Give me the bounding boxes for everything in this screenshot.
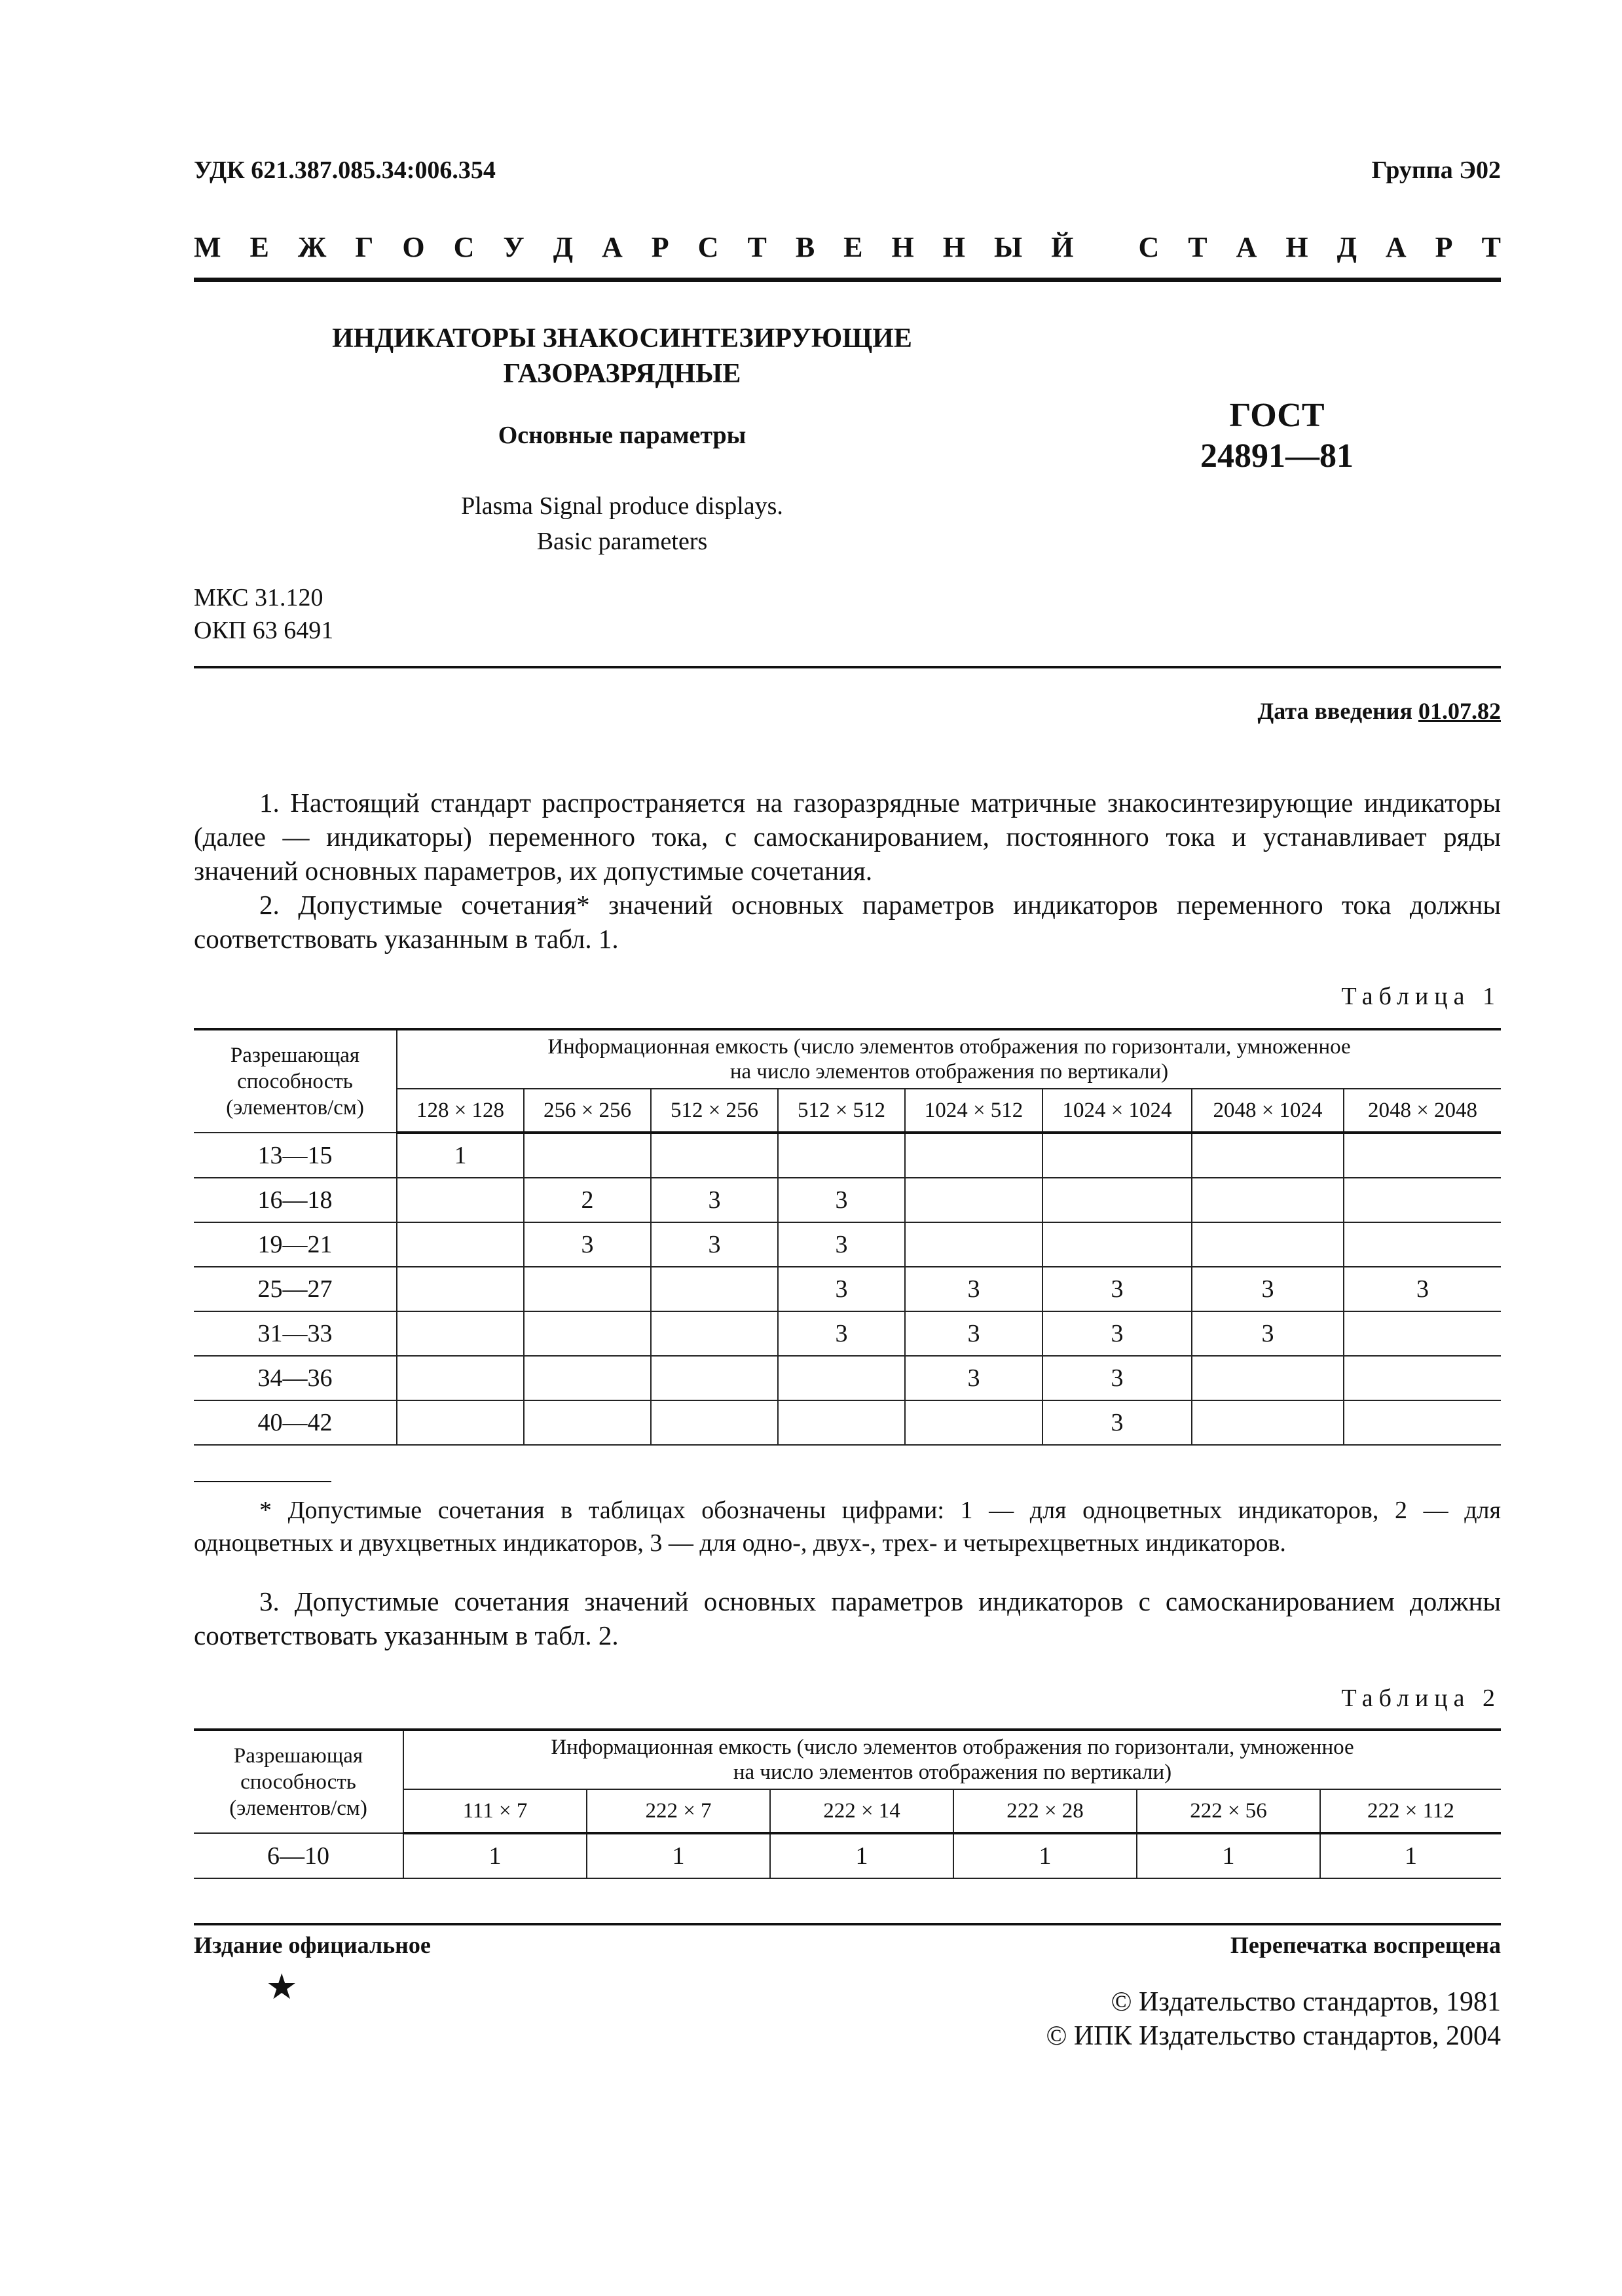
value-cell: 3 — [651, 1222, 778, 1267]
value-cell: 1 — [1320, 1833, 1501, 1878]
value-cell — [1192, 1133, 1344, 1178]
heading-letter: С — [453, 231, 475, 263]
value-cell — [1192, 1400, 1344, 1445]
column-header: 2048 × 2048 — [1344, 1089, 1501, 1133]
table-2-caption: Таблица 2 — [1341, 1685, 1501, 1712]
value-cell — [1344, 1178, 1501, 1222]
official-edition: Издание официальное — [194, 1932, 431, 1958]
header-rule — [194, 278, 1501, 282]
value-cell — [397, 1356, 524, 1400]
value-cell — [905, 1178, 1042, 1222]
value-cell: 3 — [905, 1267, 1042, 1311]
heading-letter: А — [1236, 231, 1257, 263]
heading-letter: Н — [891, 231, 914, 263]
resolution-header-line: (элементов/см) — [229, 1796, 367, 1820]
title-line-2: ГАЗОРАЗРЯДНЫЕ — [503, 359, 741, 389]
resolution-cell: 19—21 — [194, 1222, 397, 1267]
value-cell — [778, 1400, 905, 1445]
column-header: 1024 × 1024 — [1042, 1089, 1192, 1133]
resolution-cell: 6—10 — [194, 1833, 403, 1878]
heading-letter: М — [194, 231, 221, 263]
value-cell — [1042, 1178, 1192, 1222]
gost-code: 24891—81 — [1200, 437, 1354, 475]
capacity-header-line: Информационная емкость (число элементов отображения по горизонтали, умноженное — [547, 1035, 1351, 1059]
heading-letter: Ы — [994, 231, 1023, 263]
footer-rule — [194, 1923, 1501, 1925]
resolution-header-line: Разрешающая — [230, 1043, 360, 1067]
heading-letter: Д — [1336, 231, 1357, 263]
gost-number — [1120, 395, 1434, 477]
value-cell: 3 — [778, 1267, 905, 1311]
value-cell — [397, 1267, 524, 1311]
value-cell — [524, 1311, 651, 1356]
capacity-header-line: на число элементов отображения по вертикали) — [733, 1760, 1172, 1784]
value-cell — [1344, 1400, 1501, 1445]
heading-letter: Р — [1435, 231, 1453, 263]
value-cell: 3 — [1042, 1311, 1192, 1356]
value-cell: 1 — [770, 1833, 953, 1878]
udk-code: УДК 621.387.085.34:006.354 — [194, 156, 496, 184]
heading-letter: Р — [651, 231, 669, 263]
table-2 — [194, 1728, 1501, 1879]
value-cell: 2 — [524, 1178, 651, 1222]
value-cell — [1344, 1356, 1501, 1400]
group-code: Группа Э02 — [1371, 156, 1501, 184]
interstate-standard-heading — [194, 230, 1501, 264]
heading-letter: А — [602, 231, 623, 263]
resolution-cell: 25—27 — [194, 1267, 397, 1311]
resolution-cell: 13—15 — [194, 1133, 397, 1178]
value-cell: 3 — [524, 1222, 651, 1267]
value-cell — [651, 1311, 778, 1356]
value-cell: 3 — [1042, 1267, 1192, 1311]
value-cell: 3 — [1042, 1356, 1192, 1400]
column-header: 222 × 112 — [1320, 1789, 1501, 1833]
resolution-header-line: способность — [237, 1069, 353, 1093]
value-cell — [778, 1356, 905, 1400]
heading-letter: Т — [1188, 231, 1207, 263]
value-cell — [651, 1356, 778, 1400]
column-header: 2048 × 1024 — [1192, 1089, 1344, 1133]
value-cell: 3 — [1344, 1267, 1501, 1311]
column-header: 256 × 256 — [524, 1089, 651, 1133]
heading-letter: Т — [747, 231, 767, 263]
effective-date-label: Дата введения — [1257, 698, 1412, 724]
column-header: 128 × 128 — [397, 1089, 524, 1133]
value-cell: 3 — [651, 1178, 778, 1222]
paragraph-1: 1. Настоящий стандарт распространяется на газоразрядные матричные знакосинтезирующие индикаторы (далее — индикаторы) переменного тока, с самосканированием, постоянного тока и устанавливает ряды значений основных параметров, их допустимые сочетания. — [194, 788, 1501, 886]
resolution-header — [194, 1730, 403, 1833]
english-title — [262, 488, 982, 559]
resolution-header-line: способность — [240, 1770, 356, 1794]
table-row — [194, 1133, 1501, 1178]
value-cell: 3 — [905, 1311, 1042, 1356]
document-subtitle: Основные параметры — [498, 422, 746, 449]
column-header: 111 × 7 — [403, 1789, 587, 1833]
resolution-cell: 34—36 — [194, 1356, 397, 1400]
heading-gap — [1102, 230, 1109, 264]
value-cell — [778, 1133, 905, 1178]
value-cell: 3 — [778, 1178, 905, 1222]
capacity-header-line: Информационная емкость (число элементов отображения по горизонтали, умноженное — [551, 1736, 1354, 1759]
heading-letter: Ж — [297, 231, 327, 263]
heading-letter: Й — [1051, 231, 1074, 263]
gost-label: ГОСТ — [1229, 397, 1325, 434]
value-cell — [1192, 1356, 1344, 1400]
heading-letter: В — [795, 231, 815, 263]
column-header: 222 × 56 — [1137, 1789, 1320, 1833]
value-cell — [1192, 1178, 1344, 1222]
english-title-line-2: Basic parameters — [536, 528, 708, 555]
capacity-header — [403, 1730, 1501, 1789]
copyright-2: © ИПК Издательство стандартов, 2004 — [1046, 2021, 1501, 2051]
resolution-header-line: Разрешающая — [233, 1743, 363, 1768]
resolution-cell: 16—18 — [194, 1178, 397, 1222]
column-header: 222 × 14 — [770, 1789, 953, 1833]
value-cell — [524, 1400, 651, 1445]
table-row — [194, 1400, 1501, 1445]
value-cell: 3 — [1192, 1311, 1344, 1356]
value-cell — [651, 1267, 778, 1311]
value-cell: 3 — [778, 1222, 905, 1267]
heading-letter: Г — [355, 231, 374, 263]
resolution-cell: 40—42 — [194, 1400, 397, 1445]
column-header: 1024 × 512 — [905, 1089, 1042, 1133]
heading-letter: Д — [553, 231, 573, 263]
resolution-header-line: (элементов/см) — [226, 1095, 364, 1120]
value-cell — [1344, 1311, 1501, 1356]
column-header: 512 × 512 — [778, 1089, 905, 1133]
effective-date — [1258, 697, 1502, 725]
mks-code: МКС 31.120 — [194, 584, 323, 611]
value-cell — [905, 1222, 1042, 1267]
value-cell: 1 — [587, 1833, 770, 1878]
copyright-1: © Издательство стандартов, 1981 — [1111, 1987, 1501, 2017]
classification-codes — [194, 581, 333, 647]
table-row — [194, 1178, 1501, 1222]
value-cell — [1042, 1133, 1192, 1178]
star-icon: ★ — [266, 1967, 298, 2007]
value-cell — [524, 1356, 651, 1400]
heading-letter: Е — [843, 231, 863, 263]
resolution-header — [194, 1029, 397, 1133]
value-cell — [524, 1133, 651, 1178]
heading-letter: С — [697, 231, 719, 263]
heading-letter: Н — [942, 231, 965, 263]
heading-letter: Е — [249, 231, 269, 263]
table-1-caption: Таблица 1 — [1341, 983, 1501, 1010]
table-1 — [194, 1028, 1501, 1446]
value-cell: 3 — [778, 1311, 905, 1356]
paragraph-2: 2. Допустимые сочетания* значений основных параметров индикаторов переменного тока должны соответствовать указанным в табл. 1. — [194, 890, 1501, 954]
value-cell — [397, 1400, 524, 1445]
value-cell: 1 — [397, 1133, 524, 1178]
value-cell — [651, 1133, 778, 1178]
resolution-cell: 31—33 — [194, 1311, 397, 1356]
table-row — [194, 1833, 1501, 1878]
value-cell: 1 — [403, 1833, 587, 1878]
capacity-header — [397, 1029, 1501, 1089]
heading-letter: Т — [1481, 231, 1501, 263]
value-cell — [1344, 1222, 1501, 1267]
value-cell — [905, 1400, 1042, 1445]
value-cell: 3 — [1042, 1400, 1192, 1445]
title-line-1: ИНДИКАТОРЫ ЗНАКОСИНТЕЗИРУЮЩИЕ — [332, 323, 912, 354]
copyright-block — [1046, 1985, 1501, 2053]
column-header: 222 × 28 — [953, 1789, 1137, 1833]
table-row — [194, 1222, 1501, 1267]
value-cell — [651, 1400, 778, 1445]
value-cell — [524, 1267, 651, 1311]
value-cell — [1344, 1133, 1501, 1178]
value-cell: 3 — [1192, 1267, 1344, 1311]
capacity-header-line: на число элементов отображения по вертикали) — [729, 1060, 1169, 1084]
value-cell — [397, 1222, 524, 1267]
value-cell — [1042, 1222, 1192, 1267]
okp-code: ОКП 63 6491 — [194, 617, 334, 644]
heading-letter: А — [1385, 231, 1407, 263]
effective-date-value: 01.07.82 — [1418, 698, 1501, 724]
table-row — [194, 1267, 1501, 1311]
heading-letter: Н — [1285, 231, 1308, 263]
reprint-prohibited: Перепечатка воспрещена — [1230, 1932, 1501, 1958]
value-cell — [397, 1311, 524, 1356]
heading-letter: О — [402, 231, 425, 263]
heading-letter: С — [1138, 231, 1160, 263]
table-row — [194, 1356, 1501, 1400]
footnote-rule — [194, 1481, 331, 1482]
footnote: * Допустимые сочетания в таблицах обозначены цифрами: 1 — для одноцветных индикаторов, 2 — для одноцветных и двухцветных индикаторов, 3 — для одно-, двух-, трех- и четырехцветных индикаторов. — [194, 1497, 1501, 1557]
english-title-line-1: Plasma Signal produce displays. — [461, 492, 783, 520]
value-cell — [905, 1133, 1042, 1178]
paragraph-3: 3. Допустимые сочетания значений основных параметров индикаторов с самосканированием должны соответствовать указанным в табл. 2. — [194, 1586, 1501, 1650]
column-header: 512 × 256 — [651, 1089, 778, 1133]
column-header: 222 × 7 — [587, 1789, 770, 1833]
value-cell — [397, 1178, 524, 1222]
title-rule — [194, 666, 1501, 668]
value-cell — [1192, 1222, 1344, 1267]
heading-letter: У — [503, 231, 525, 263]
table-row — [194, 1311, 1501, 1356]
value-cell: 3 — [905, 1356, 1042, 1400]
document-title — [262, 321, 982, 392]
value-cell: 1 — [953, 1833, 1137, 1878]
value-cell: 1 — [1137, 1833, 1320, 1878]
